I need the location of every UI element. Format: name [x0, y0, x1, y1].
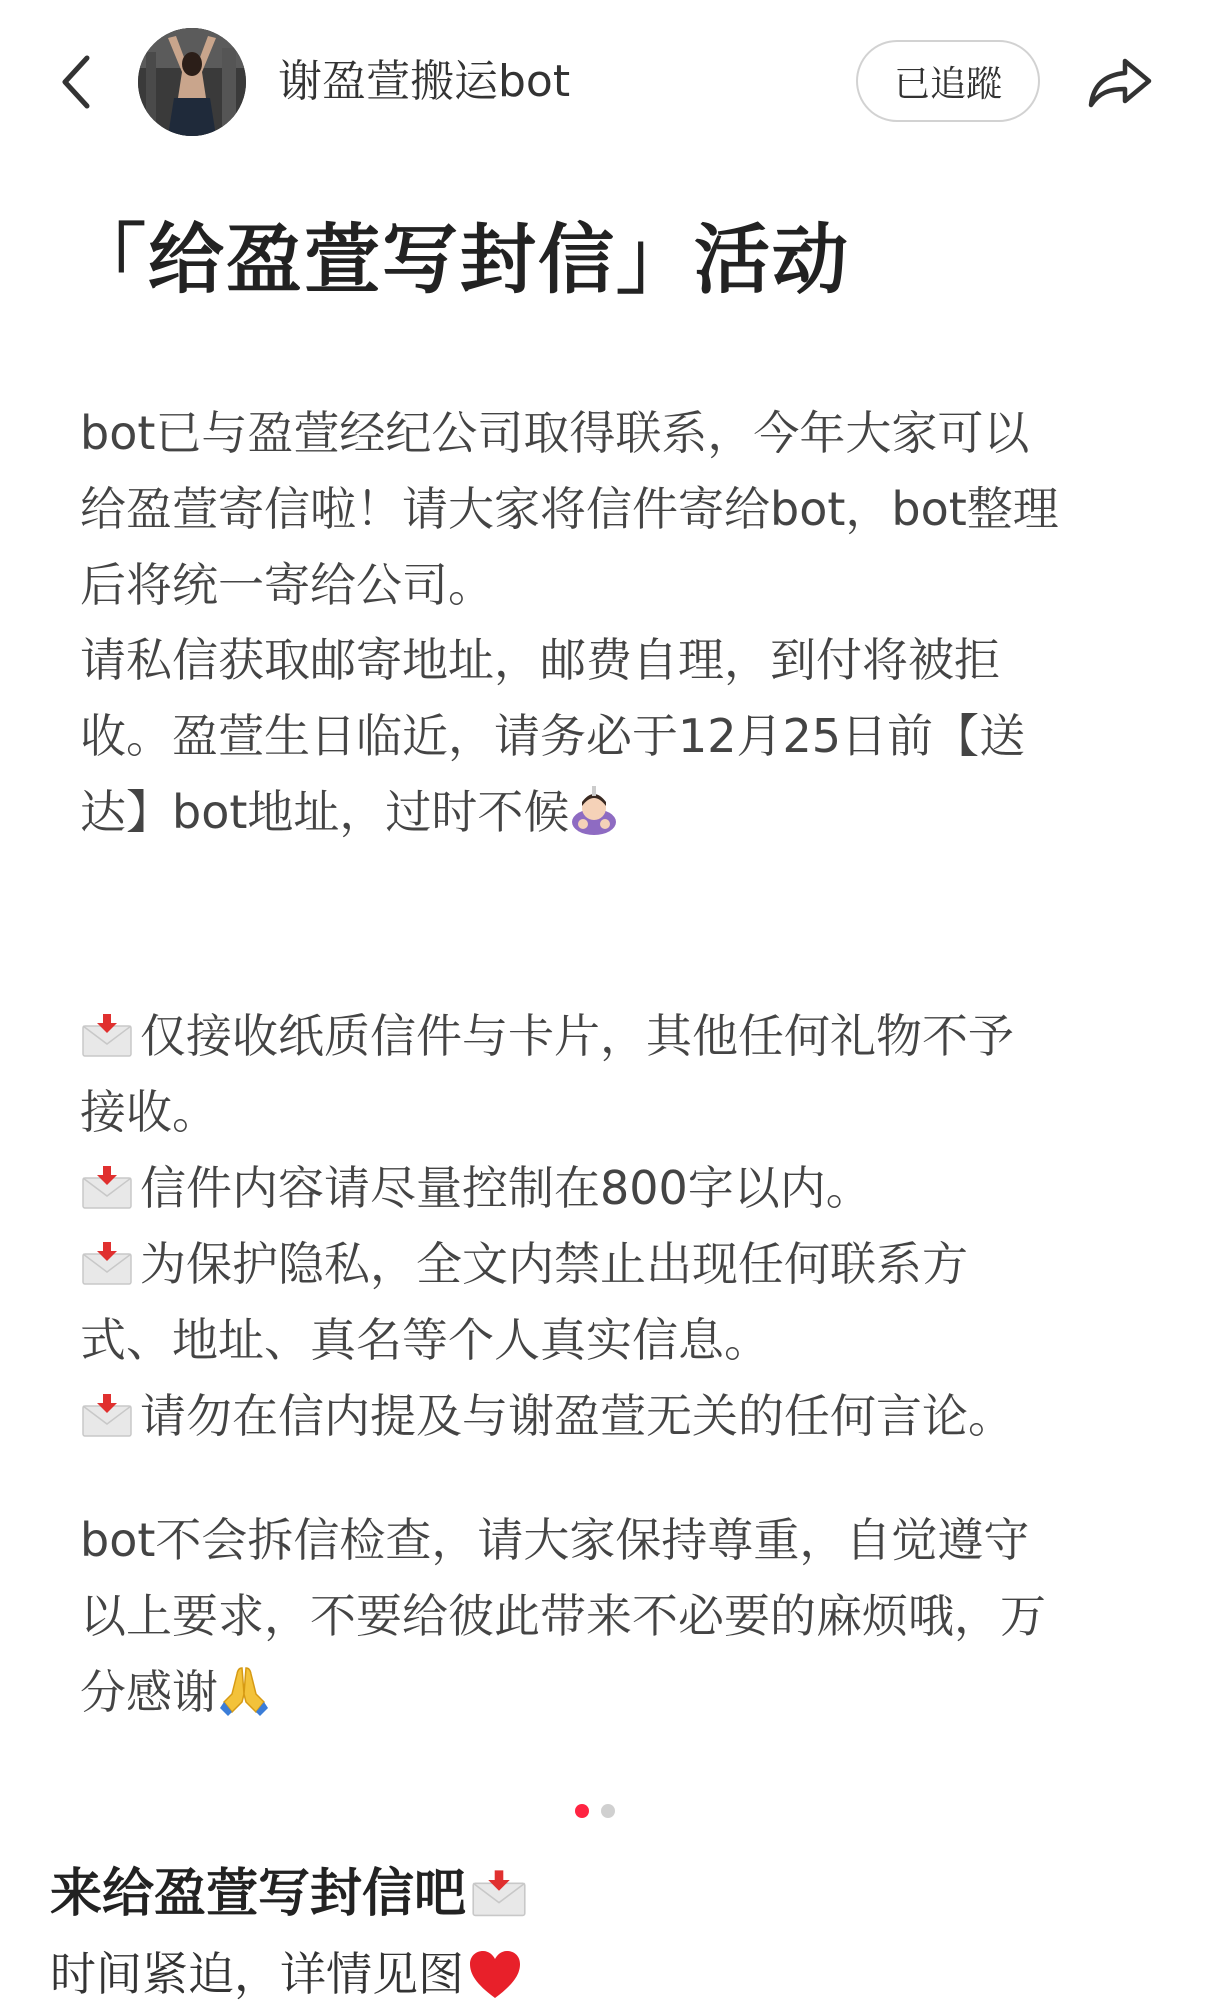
text-line: 分感谢 — [80, 1665, 218, 1719]
share-button[interactable] — [1080, 44, 1160, 120]
rule-item — [80, 1226, 1140, 1302]
text-line-with-emoji — [80, 1654, 1140, 1738]
author-avatar[interactable] — [138, 28, 246, 136]
share-arrow-icon — [1087, 55, 1153, 109]
text-line: 请私信获取邮寄地址，邮费自理，到付将被拒 — [80, 633, 1000, 687]
rule-text-continued: 接收。 — [80, 1085, 218, 1139]
text-line: bot已与盈萱经纪公司取得联系，今年大家可以 — [80, 406, 1030, 460]
rule-item — [80, 1378, 1140, 1454]
back-button[interactable] — [46, 44, 106, 120]
text-line-with-emoji — [80, 774, 1140, 858]
rule-text: 信件内容请尽量控制在800字以内。 — [140, 1161, 872, 1215]
text-line: 后将统一寄给公司。 — [80, 558, 494, 612]
follow-button[interactable]: 已追蹤 — [856, 40, 1040, 122]
rule-text: 请勿在信内提及与谢盈萱无关的任何言论。 — [140, 1389, 1014, 1443]
text-line: 给盈萱寄信啦！请大家将信件寄给bot，bot整理 — [80, 482, 1059, 536]
rule-item — [80, 1150, 1140, 1226]
carousel-indicator — [575, 1804, 615, 1818]
post-image[interactable] — [0, 170, 1206, 1790]
incoming-envelope-icon — [80, 1394, 134, 1438]
author-name[interactable]: 谢盈萱搬运bot — [278, 56, 571, 107]
note-title-text: 来给盈萱写封信吧 — [50, 1864, 467, 1924]
folded-hands-emoji-icon — [218, 1662, 270, 1738]
top-navigation-bar — [0, 0, 1206, 170]
text-line: 以上要求，不要给彼此带来不必要的麻烦哦，万 — [80, 1589, 1046, 1643]
text-line: 达】bot地址，过时不候 — [80, 785, 570, 839]
rule-text-continued: 式、地址、真名等个人真实信息。 — [80, 1313, 770, 1367]
rule-text: 仅接收纸质信件与卡片，其他任何礼物不予 — [140, 1009, 1014, 1063]
person-bowing-emoji-icon — [569, 782, 619, 858]
chevron-left-icon — [59, 54, 93, 110]
rule-item — [80, 998, 1140, 1074]
paragraph-contact — [80, 395, 1140, 623]
note-description — [50, 1940, 522, 2008]
text-line: 收。盈萱生日临近，请务必于12月25日前【送 — [80, 709, 1026, 763]
incoming-envelope-icon — [80, 1166, 134, 1210]
rules-list — [80, 998, 1140, 1454]
paragraph-respect — [80, 1502, 1140, 1738]
incoming-envelope-icon — [80, 1242, 134, 1286]
incoming-envelope-icon — [80, 1014, 134, 1058]
incoming-envelope-icon — [470, 1869, 528, 1919]
carousel-dot-2[interactable] — [601, 1804, 615, 1818]
paragraph-address — [80, 622, 1140, 858]
red-heart-icon — [468, 1950, 522, 2000]
carousel-dot-1[interactable] — [575, 1804, 589, 1818]
text-line: bot不会拆信检查，请大家保持尊重，自觉遵守 — [80, 1513, 1030, 1567]
note-description-text: 时间紧迫，详情见图 — [50, 1947, 464, 2001]
note-title — [50, 1856, 528, 1932]
post-image-title: 「给盈萱写封信」活动 — [70, 215, 850, 304]
rule-text: 为保护隐私，全文内禁止出现任何联系方 — [140, 1237, 968, 1291]
